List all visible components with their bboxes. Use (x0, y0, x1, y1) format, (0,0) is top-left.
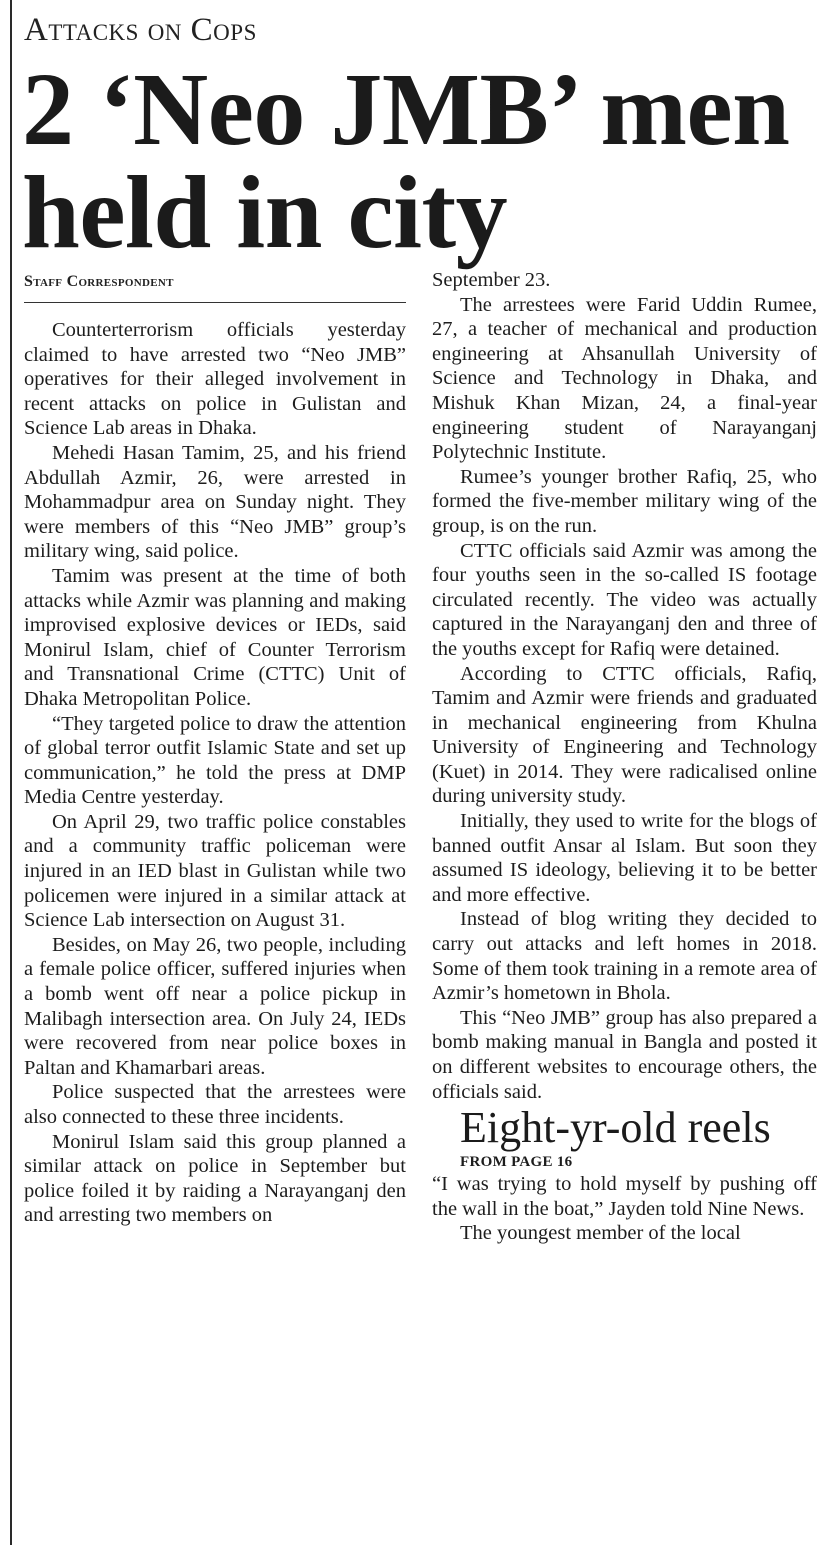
byline: Staff Correspondent (24, 273, 174, 290)
paragraph: “They targeted police to draw the attention of global terror outfit Islamic State and set up communication,” he told the press at DMP Media Centre yesterday. (24, 712, 406, 809)
paragraph: Tamim was present at the time of both attacks while Azmir was planning and making improvised explosive devices or IEDs, said Monirul Islam, chief of Counter Terrorism and Transnational Crime (CTTC) Unit of Dhaka Metropolitan Police. (24, 564, 406, 710)
right-column (432, 268, 817, 1543)
paragraph: This “Neo JMB” group has also prepared a bomb making manual in Bangla and posted it on different websites to encourage others, the officials said. (432, 1006, 817, 1103)
second-story-headline: Eight-yr-old reels (460, 1103, 771, 1153)
column-rule (10, 0, 12, 1545)
headline: 2 ‘Neo JMB’ men held in city (22, 52, 790, 270)
paragraph: Mehedi Hasan Tamim, 25, and his friend Abdullah Azmir, 26, were arrested in Mohammadpur area on Sunday night. They were members of this “Neo JMB” group’s military wing, said police. (24, 441, 406, 563)
paragraph: On April 29, two traffic police constables and a community traffic policeman were injured in an IED blast in Gulistan while two policemen were injured in a similar attack at Science Lab intersection on August 31. (24, 810, 406, 932)
continuation-line: September 23. (432, 269, 551, 291)
paragraph: According to CTTC officials, Rafiq, Tamim and Azmir were friends and graduated in mechanical engineering from Khulna University of Engineering and Technology (Kuet) in 2014. They were radicalised online during university study. (432, 662, 817, 808)
paragraph: Initially, they used to write for the blogs of banned outfit Ansar al Islam. But soon they assumed IS ideology, believing it to be better and more effective. (432, 810, 817, 906)
paragraph: Counterterrorism officials yesterday claimed to have arrested two “Neo JMB” operatives for their alleged involvement in recent attacks on police in Gulistan and Science Lab areas in Dhaka. (24, 319, 406, 440)
paragraph: Rumee’s younger brother Rafiq, 25, who formed the five-member military wing of the group, is on the run. (432, 465, 817, 537)
byline-rule (24, 302, 406, 303)
kicker: Attacks on Cops (24, 12, 257, 48)
paragraph: Besides, on May 26, two people, including a female police officer, suffered injuries when a bomb went off near a police pickup in Malibagh intersection area. On July 24, IEDs were recovered from near police boxes in Paltan and Khamarbari areas. (24, 933, 406, 1079)
paragraph: Monirul Islam said this group planned a similar attack on police in September but police foiled it by raiding a Narayanganj den and arresting two members on (24, 1130, 406, 1227)
from-page-label: FROM PAGE 16 (460, 1154, 573, 1171)
paragraph: Police suspected that the arrestees were also connected to these three incidents. (24, 1081, 406, 1128)
second-story-lead: “I was trying to hold myself by pushing off the wall in the boat,” Jayden told Nine News. (432, 1173, 817, 1220)
second-story-next: The youngest member of the local (460, 1222, 741, 1245)
left-column (24, 318, 406, 1543)
paragraph: Instead of blog writing they decided to carry out attacks and left homes in 2018. Some of them took training in a remote area of Azmir’s hometown in Bhola. (432, 908, 817, 1005)
paragraph: CTTC officials said Azmir was among the four youths seen in the so-called IS footage circulated recently. The video was actually captured in the Narayanganj den and three of the youths except for Rafiq were detained. (432, 539, 817, 660)
paragraph: The arrestees were Farid Uddin Rumee, 27, a teacher of mechanical and production engineering at Ahsanullah University of Science and Technology in Dhaka, and Mishuk Khan Mizan, 24, a final-year engineering student of Narayanganj Polytechnic Institute. (432, 293, 817, 464)
